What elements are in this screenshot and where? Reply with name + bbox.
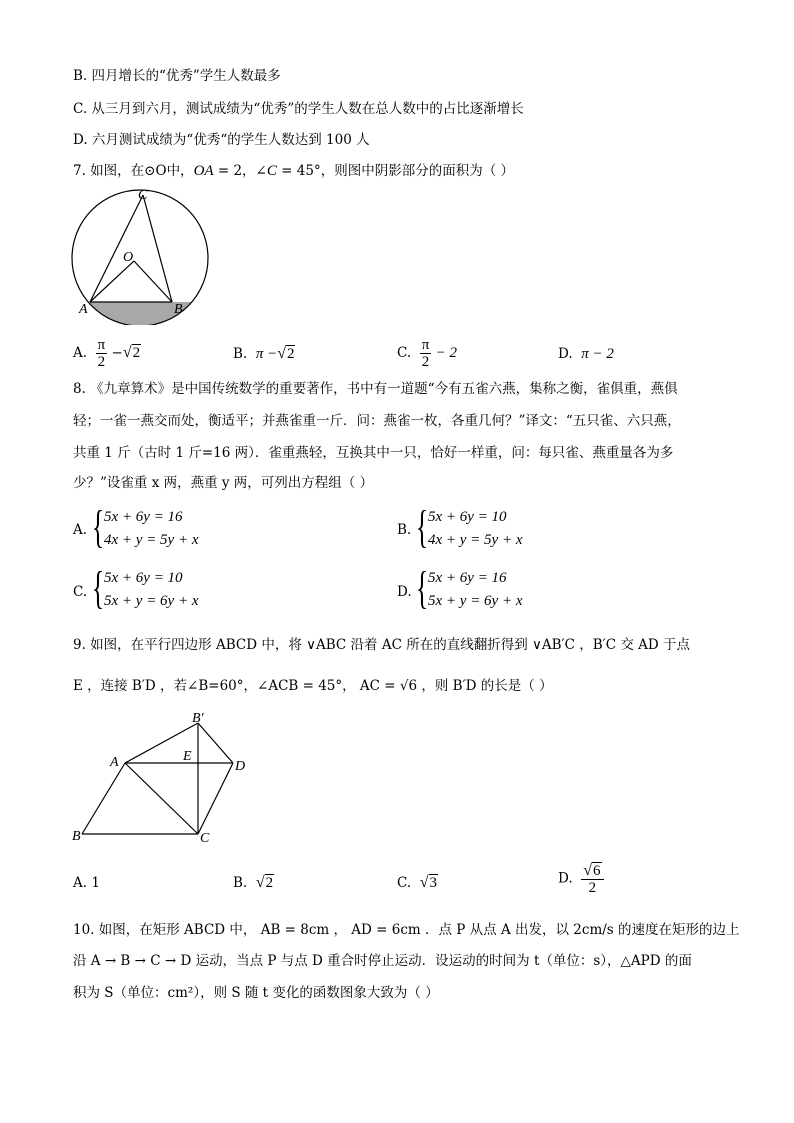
q7-option-b: B. π −√2	[233, 345, 295, 362]
q7-c: C	[266, 163, 277, 179]
q10-line-3: 积为 S（单位：cm²），则 S 随 t 变化的函数图象大致为（ ）	[73, 985, 439, 1001]
q7-label-o: O	[123, 250, 134, 265]
q7-a-frac: $\frac{\pi}{2}$	[97, 337, 106, 370]
q9-label-a: A	[110, 755, 119, 770]
q7-line-ac	[90, 195, 143, 302]
q7-stem	[73, 162, 514, 180]
q9-option-d: D. $\frac{√6}{2}$	[558, 862, 604, 896]
q7-eq2: = 45°，则图中阴影部分的面积为（ ）	[276, 163, 514, 179]
q8-option-b-label: B.	[397, 522, 412, 538]
q7-prefix: 7. 如图，在	[73, 163, 145, 179]
q9-option-b: B. √2	[233, 874, 274, 891]
q7-line-oa	[90, 261, 134, 302]
q7-mid: 中，	[166, 163, 194, 179]
q8-option-c-label: C.	[73, 584, 88, 600]
q9-line-ba	[82, 763, 125, 834]
q7-label-b: B	[174, 302, 183, 317]
q10-line-1: 10. 如图，在矩形 ABCD 中， AB = 8cm ， AD = 6cm ．点 P 从点 A 出发，以 2cm/s 的速度在矩形的边上	[73, 922, 740, 938]
q9-label-b-prime: B′	[192, 711, 204, 726]
q8-option-d-label: D.	[397, 584, 412, 600]
q7-label-c: C	[138, 188, 148, 203]
q8-line-1: 8. 《九章算术》是中国传统数学的重要著作，书中有一道题“今有五雀六燕，集称之衡，雀俱重，燕俱	[73, 381, 678, 397]
q9-line-1: 9. 如图，在平行四边形 ABCD 中，将 ∨ABC 沿着 AC 所在的直线翻折得到 ∨AB′C ，B′C 交 AD 于点	[73, 637, 690, 653]
q9-label-b: B	[72, 829, 81, 844]
q9-label-d: D	[235, 759, 246, 774]
q6-option-b: B. 四月增长的“优秀”学生人数最多	[73, 68, 281, 84]
q9-option-c: C. √3	[397, 874, 438, 891]
q10-line-2: 沿 A → B → C → D 运动，当点 P 与点 D 重合时停止运动．设运动的时间为 t（单位：s），△APD 的面	[73, 953, 692, 969]
q9-line-2: E ，连接 B′D ，若∠B=60°，∠ACB = 45°， AC = √6 ，则 B′D 的长是（ ）	[73, 678, 553, 694]
q9-figure	[70, 708, 260, 848]
q8-line-3: 共重 1 斤（古时 1 斤=16 两）．雀重燕轻，互换其中一只，恰好一样重，问：每只雀、燕重量各为多	[73, 445, 674, 461]
q6-option-c: C. 从三月到六月，测试成绩为“优秀”的学生人数在总人数中的占比逐渐增长	[73, 101, 524, 117]
q7-eq1: = 2，∠	[213, 163, 267, 179]
q9-line-cd	[198, 763, 233, 834]
q7-label-a: A	[79, 302, 88, 317]
q8-option-a-label: A.	[73, 522, 88, 538]
q7-option-d: D. π − 2	[558, 346, 614, 362]
q7-option-c: C. $\frac{\pi}{2}$ − 2	[397, 337, 457, 370]
q9-line-b-prime-d	[198, 723, 233, 763]
q8-line-4: 少？”设雀重 x 两，燕重 y 两，可列出方程组（ ）	[73, 475, 374, 491]
q8-line-2: 轻；一雀一燕交而处，衡适平；并燕雀重一斤．问：燕雀一枚，各重几何？”译文：“五只雀、六只燕，	[73, 413, 681, 429]
q9-label-e: E	[183, 749, 192, 764]
q9-option-a: A. 1	[73, 875, 100, 891]
q7-oa: OA	[193, 163, 214, 179]
q9-label-c: C	[200, 831, 210, 846]
q7-circle: ⊙O	[144, 163, 167, 179]
q7-figure	[60, 185, 210, 325]
q9-line-ac	[125, 763, 198, 834]
q6-option-d: D. 六月测试成绩为“优秀“的学生人数达到 100 人	[73, 132, 370, 148]
q7-option-a: A. $\frac{\pi}{2}$ −√2	[73, 337, 141, 370]
